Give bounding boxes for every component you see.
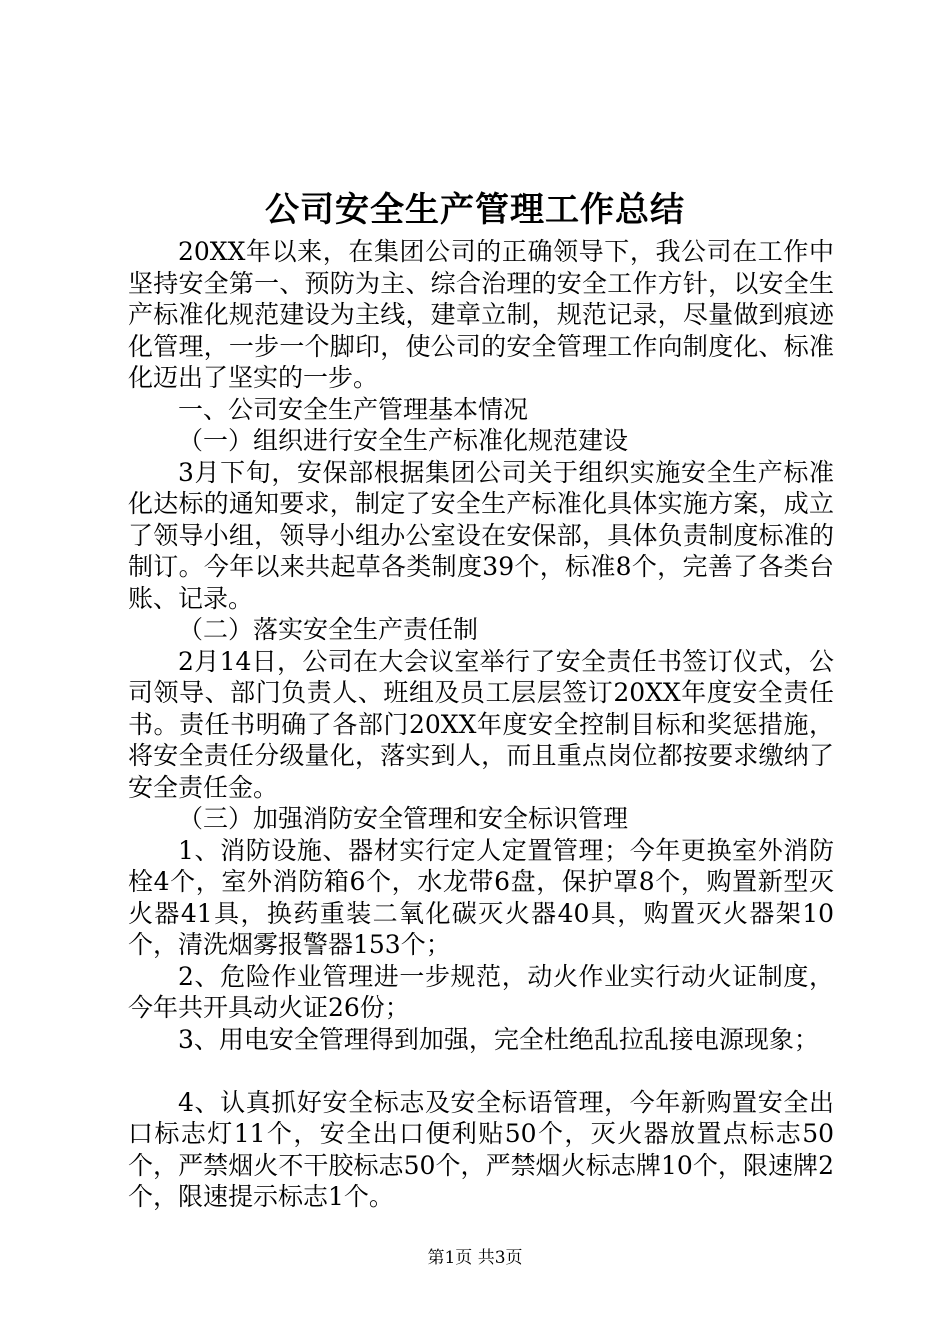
document-title: 公司安全生产管理工作总结 [265, 190, 685, 230]
list-item-safety-signs: 4、认真抓好安全标志及安全标语管理，今年新购置安全出口标志灯11个，安全出口便利贴50个，灭火器放置点标志50个，严禁烟火不干胶标志50个，严禁烟火标志牌10个，限速牌2个，限速提示标志1个。 [128, 1087, 834, 1211]
heading-subsection-3: （三）加强消防安全管理和安全标识管理 [178, 804, 629, 833]
list-item-hazardous-work: 2、危险作业管理进一步规范，动火作业实行动火证制度，今年共开具动火证26份； [128, 961, 834, 1022]
paragraph-intro: 20XX年以来，在集团公司的正确领导下，我公司在工作中坚持安全第一、预防为主、综合治理的安全工作方针，以安全生产标准化规范建设为主线，建章立制，规范记录，尽量做到痕迹化管理，一步一个脚印，使公司的安全管理工作向制度化、标准化迈出了坚实的一步。 [128, 237, 834, 392]
heading-section-1: 一、公司安全生产管理基本情况 [178, 394, 529, 424]
heading-subsection-2: （二）落实安全生产责任制 [178, 615, 479, 644]
page-footer: 第1页 共3页 [427, 1248, 523, 1268]
list-item-fire-equipment: 1、消防设施、器材实行定人定置管理；今年更换室外消防栓4个，室外消防箱6个，水龙带6盘，保护罩8个，购置新型灭火器41具，换药重装二氧化碳灭火器40具，购置灭火器架10个，清洗烟雾报警器153个； [128, 835, 834, 959]
paragraph-standardization: 3月下旬，安保部根据集团公司关于组织实施安全生产标准化达标的通知要求，制定了安全生产标准化具体实施方案，成立了领导小组，领导小组办公室设在安保部，具体负责制度标准的制订。今年以来共起草各类制度39个，标准8个，完善了各类台账、记录。 [128, 457, 834, 613]
document-body [128, 236, 834, 1213]
paragraph-responsibility: 2月14日，公司在大会议室举行了安全责任书签订仪式，公司领导、部门负责人、班组及员工层层签订20XX年度安全责任书。责任书明确了各部门20XX年度安全控制目标和奖惩措施，将安全责任分级量化，落实到人，而且重点岗位都按要求缴纳了安全责任金。 [128, 646, 834, 802]
list-item-electrical-safety: 3、用电安全管理得到加强，完全杜绝乱拉乱接电源现象； [178, 1024, 819, 1054]
heading-subsection-1: （一）组织进行安全生产标准化规范建设 [178, 426, 629, 455]
